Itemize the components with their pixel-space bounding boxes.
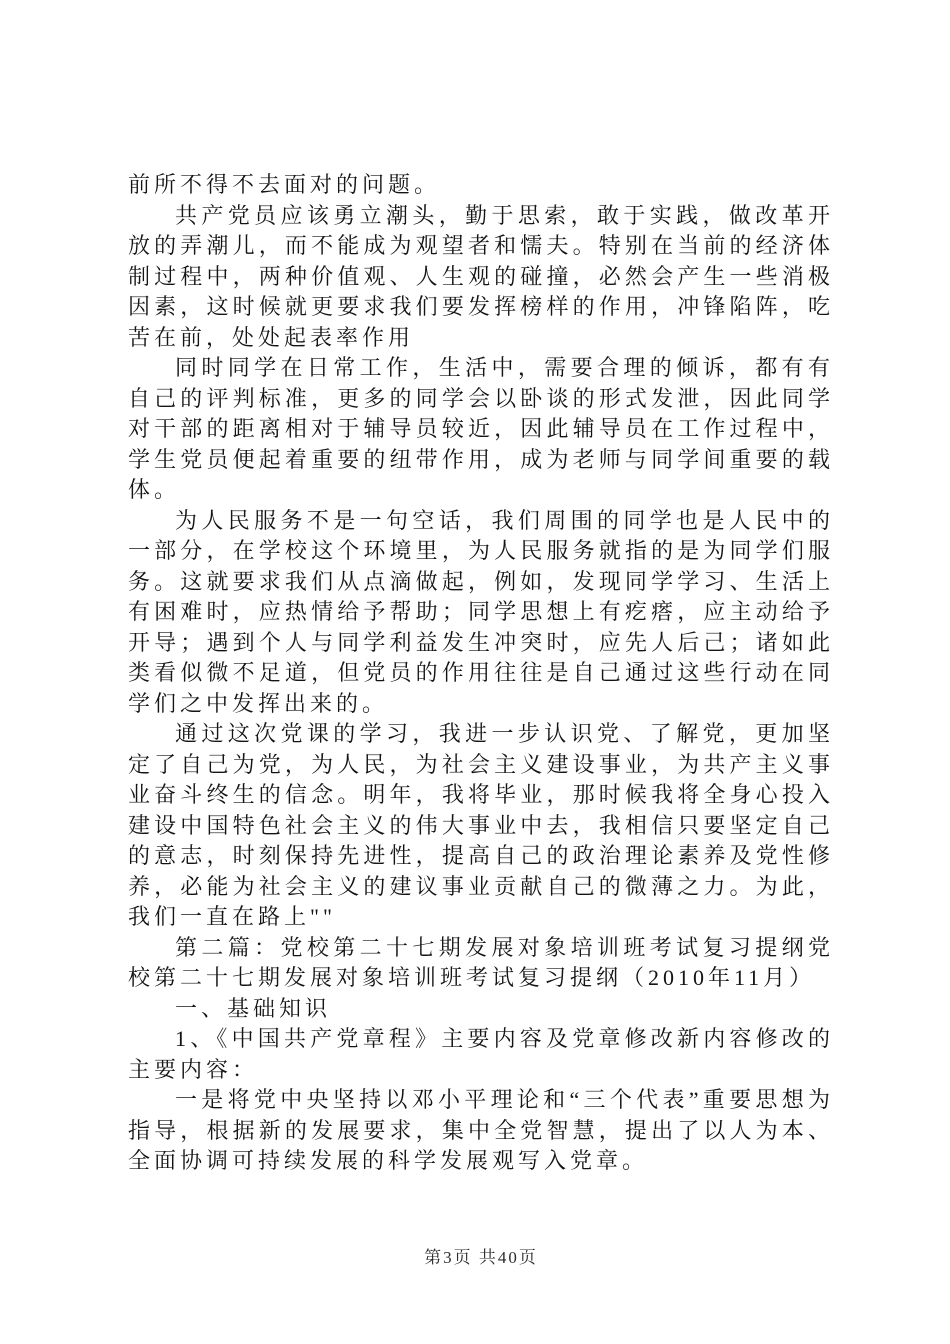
paragraph: 同时同学在日常工作，生活中，需要合理的倾诉，都有有自己的评判标准，更多的同学会以卧谈的形式发泄，因此同学对干部的距离相对于辅导员较近，因此辅导员在工作过程中，学生党员便起着重要的纽带作用，成为老师与同学间重要的载体。 [128, 355, 834, 502]
paragraph: 前所不得不去面对的问题。 [128, 172, 441, 197]
paragraph: 一是将党中央坚持以邓小平理论和“三个代表”重要思想为指导，根据新的发展要求，集中全党智慧，提出了以人为本、全面协调可持续发展的科学发展观写入党章。 [128, 1087, 834, 1173]
page-number-footer: 第3页 共40页 [424, 1248, 538, 1267]
paragraph: 为人民服务不是一句空话，我们周围的同学也是人民中的一部分，在学校这个环境里，为人民服务就指的是为同学们服务。这就要求我们从点滴做起，例如，发现同学学习、生活上有困难时，应热情给予帮助；同学思想上有疙瘩，应主动给予开导；遇到个人与同学利益发生冲突时，应先人后己；诸如此类看似微不足道，但党员的作用往往是自己通过这些行动在同学们之中发挥出来的。 [128, 507, 834, 716]
paragraph: 共产党员应该勇立潮头，勤于思索，敢于实践，做改革开放的弄潮儿，而不能成为观望者和懦夫。特别在当前的经济体制过程中，两种价值观、人生观的碰撞，必然会产生一些消极因素，这时候就更要求我们要发挥榜样的作用，冲锋陷阵，吃苦在前，处处起表率作用 [128, 202, 834, 350]
paragraph: 一、基础知识 [175, 995, 332, 1021]
paragraph: 通过这次党课的学习，我进一步认识党、了解党，更加坚定了自己为党，为人民，为社会主义建设事业，为共产主义事业奋斗终生的信念。明年，我将毕业，那时候我将全身心投入建设中国特色社会主义的伟大事业中去，我相信只要坚定自己的意志，时刻保持先进性，提高自己的政治理论素养及党性修养，必能为社会主义的建议事业贡献自己的微薄之力。为此，我们一直在路上"" [128, 721, 834, 929]
paragraph: 第二篇：党校第二十七期发展对象培训班考试复习提纲党校第二十七期发展对象培训班考试复习提纲（2010年11月） [128, 934, 834, 990]
document-body [128, 170, 834, 1177]
paragraph: 1、《中国共产党章程》主要内容及党章修改新内容修改的主要内容： [128, 1026, 834, 1082]
